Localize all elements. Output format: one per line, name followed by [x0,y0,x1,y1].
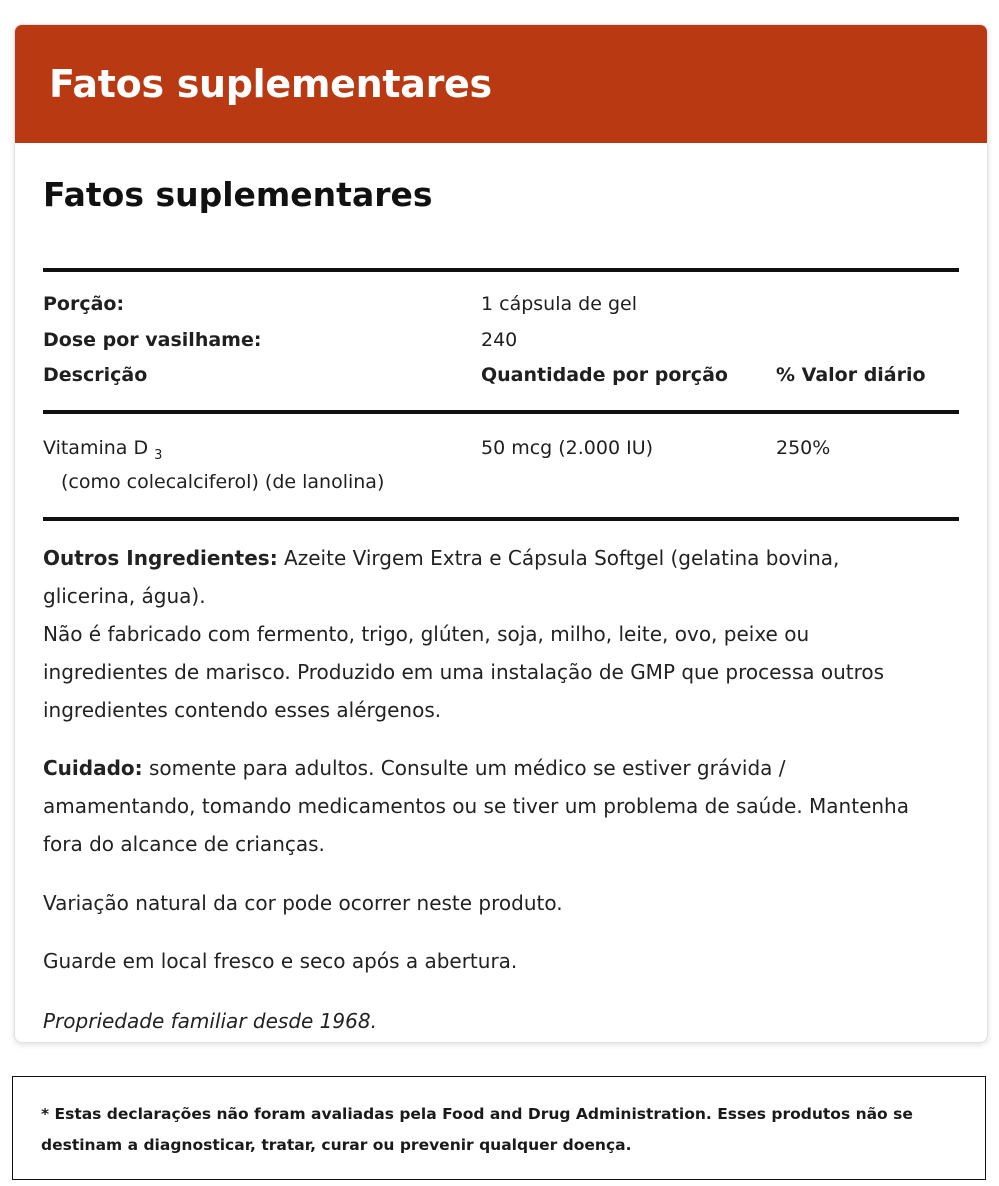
nutrient-name [43,437,163,463]
nutrient-source: (como colecalciferol) (de lanolina) [61,471,385,493]
nutrient-source-row [43,471,977,493]
supplement-facts-panel [43,175,959,1033]
color-variation-note: Variação natural da cor pode ocorrer neste produto. [43,891,563,915]
servings-per-container-label: Dose por vasilhame: [43,329,262,351]
fda-disclaimer: * Estas declarações não foram avaliadas pela Food and Drug Administration. Esses produtos não se destinam a diagnosticar, tratar, curar ou prevenir qualquer doença. [12,1076,986,1180]
nutrient-subscript: 3 [154,447,163,463]
nutrient-daily-value: 250% [776,437,831,459]
other-ingredients-section [43,539,923,729]
serving-size-label: Porção: [43,293,125,315]
nutrient-row [43,437,959,463]
nutrient-name-text: Vitamina D [43,437,149,459]
serving-size-value: 1 cápsula de gel [481,293,637,315]
serving-size-row [43,293,959,315]
caution-label: Cuidado: [43,756,143,780]
caution-text: somente para adultos. Consulte um médico se estiver grávida / amamentando, tomando medicamentos ou se tiver um problema de saúde. Mantenha fora do alcance de crianças. [43,756,909,856]
facts-title: Fatos suplementares [43,175,433,214]
description-column-header: Descrição [43,364,148,386]
daily-value-column-header: % Valor diário [776,364,926,386]
supplement-facts-card [14,24,988,1043]
thick-divider [43,517,959,521]
other-ingredients-label: Outros Ingredientes: [43,546,278,570]
card-header [15,25,987,143]
family-owned-note: Propriedade familiar desde 1968. [43,1009,377,1033]
column-headers-row [43,364,959,386]
caution-section [43,749,923,863]
storage-note: Guarde em local fresco e seco após a abertura. [43,949,518,973]
header-title: Fatos suplementares [49,62,492,106]
allergen-note: Não é fabricado com fermento, trigo, glúten, soja, milho, leite, ovo, peixe ou ingredientes de marisco. Produzido em uma instalação de GMP que processa outros ingredientes contendo esses alérgenos. [43,622,885,722]
amount-column-header: Quantidade por porção [481,364,728,386]
servings-per-container-value: 240 [481,329,518,351]
servings-per-container-row [43,329,959,351]
thick-divider [43,410,959,414]
nutrient-amount: 50 mcg (2.000 IU) [481,437,654,459]
thick-divider [43,268,959,272]
other-ingredients-text: Azeite Virgem Extra e Cápsula Softgel (gelatina bovina, glicerina, água). [43,546,840,608]
